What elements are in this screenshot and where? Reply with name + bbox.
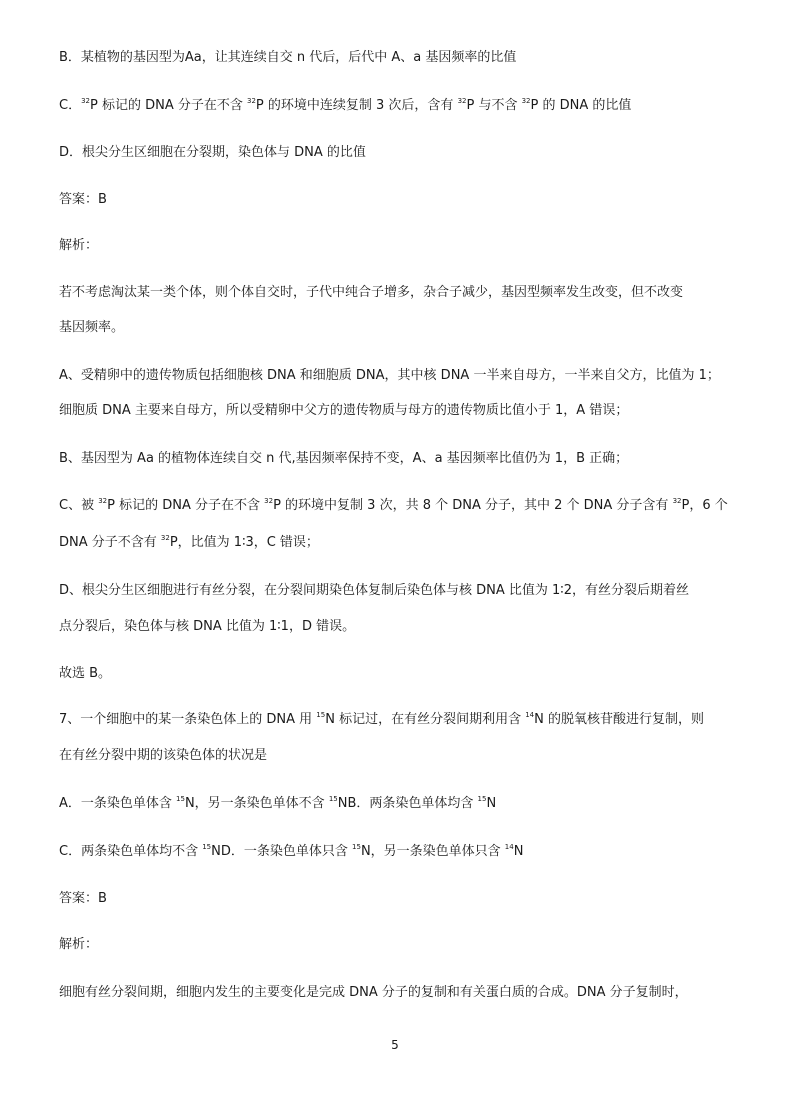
text-segment: DNA 分子不含有 [59, 535, 161, 550]
text-segment: P，6 个 [681, 498, 728, 513]
superscript-isotope: 15 [352, 843, 361, 851]
text-line [59, 50, 516, 66]
superscript-isotope: 32 [160, 534, 170, 542]
text-segment: P，比值为 1∶3，C 错误； [169, 535, 319, 550]
text-segment: P 与不含 [466, 98, 522, 113]
superscript-isotope: 32 [521, 97, 531, 105]
superscript-isotope: 15 [176, 795, 185, 803]
text-segment: 细胞有丝分裂间期，细胞内发生的主要变化是完成 DNA 分子的复制和有关蛋白质的合成。DNA 分子复制时， [59, 985, 688, 1000]
text-segment: N 的脱氧核苷酸进行复制，则 [534, 712, 704, 727]
text-line [59, 535, 319, 551]
text-segment: 故选 B。 [59, 666, 112, 681]
text-line [59, 368, 720, 384]
superscript-isotope: 32 [98, 497, 108, 505]
text-segment: B、基因型为 Aa 的植物体连续自交 n 代,基因频率保持不变，A、a 基因频率比值仍为 1，B 正确； [59, 451, 629, 466]
text-segment: P 标记的 DNA 分子在不含 [107, 498, 265, 513]
text-segment: P 的环境中连续复制 3 次后，含有 [255, 98, 458, 113]
superscript-isotope: 32 [264, 497, 274, 505]
superscript-isotope: 32 [81, 97, 90, 105]
text-line [59, 583, 689, 599]
text-segment: ND．一条染色单体只含 [211, 844, 353, 859]
text-segment: C、被 [59, 498, 99, 513]
text-line [59, 285, 683, 301]
text-segment: A．一条染色单体含 [59, 796, 177, 811]
text-segment: 答案：B [59, 891, 107, 906]
superscript-isotope: 32 [457, 97, 467, 105]
text-line [59, 748, 267, 764]
text-segment: 细胞质 DNA 主要来自母方，所以受精卵中父方的遗传物质与母方的遗传物质比值小于 1，A 错误； [59, 403, 629, 418]
text-line [59, 145, 366, 161]
text-segment: D、根尖分生区细胞进行有丝分裂，在分裂间期染色体复制后染色体与核 DNA 比值为 1∶2，有丝分裂后期着丝 [59, 583, 689, 598]
text-line [59, 192, 107, 208]
superscript-isotope: 14 [504, 843, 514, 851]
superscript-isotope: 14 [525, 711, 535, 719]
text-line [59, 451, 628, 467]
text-line [59, 238, 98, 254]
text-line [59, 666, 111, 682]
text-segment: 解析： [59, 238, 99, 253]
text-line [59, 498, 728, 514]
text-line [59, 403, 628, 419]
text-segment: N [513, 844, 524, 859]
text-segment: NB．两条染色单体均含 [337, 796, 478, 811]
text-line [59, 712, 704, 728]
text-line [59, 98, 631, 114]
text-segment: 解析： [59, 937, 99, 952]
text-segment: 在有丝分裂中期的该染色体的状况是 [59, 748, 268, 763]
text-segment: B．某植物的基因型为Aa，让其连续自交 n 代后，后代中 A、a 基因频率的比值 [59, 50, 517, 65]
text-segment: 答案：B [59, 192, 107, 207]
text-line [59, 985, 688, 1001]
text-segment: P 标记的 DNA 分子在不含 [90, 98, 247, 113]
superscript-isotope: 15 [328, 795, 338, 803]
text-segment: C． [59, 98, 82, 113]
text-segment: 7、一个细胞中的某一条染色体上的 DNA 用 [59, 712, 317, 727]
text-segment: 基因频率。 [59, 320, 125, 335]
text-segment: N 标记过，在有丝分裂间期利用含 [325, 712, 526, 727]
page-number: 5 [391, 1038, 399, 1052]
text-segment: D．根尖分生区细胞在分裂期，染色体与 DNA 的比值 [59, 145, 366, 160]
text-line [59, 796, 496, 812]
text-segment: 点分裂后，染色体与核 DNA 比值为 1∶1，D 错误。 [59, 619, 356, 634]
text-segment: N [486, 796, 497, 811]
superscript-isotope: 32 [247, 97, 256, 105]
superscript-isotope: 15 [477, 795, 487, 803]
text-line [59, 619, 355, 635]
text-line [59, 937, 98, 953]
text-segment: N，另一条染色单体不含 [184, 796, 329, 811]
superscript-isotope: 32 [672, 497, 682, 505]
text-segment: P 的环境中复制 3 次，共 8 个 DNA 分子，其中 2 个 DNA 分子含有 [273, 498, 673, 513]
text-line [59, 844, 523, 860]
text-segment: 若不考虑淘汰某一类个体，则个体自交时，子代中纯合子增多，杂合子减少，基因型频率发生改变，但不改变 [59, 285, 684, 300]
text-segment: A、受精卵中的遗传物质包括细胞核 DNA 和细胞质 DNA，其中核 DNA 一半来自母方，一半来自父方，比值为 1； [59, 368, 720, 383]
text-line [59, 320, 124, 336]
superscript-isotope: 15 [202, 843, 212, 851]
text-line [59, 891, 107, 907]
text-segment: C．两条染色单体均不含 [59, 844, 203, 859]
text-segment: P 的 DNA 的比值 [530, 98, 632, 113]
superscript-isotope: 15 [316, 711, 326, 719]
text-segment: N，另一条染色单体只含 [360, 844, 505, 859]
